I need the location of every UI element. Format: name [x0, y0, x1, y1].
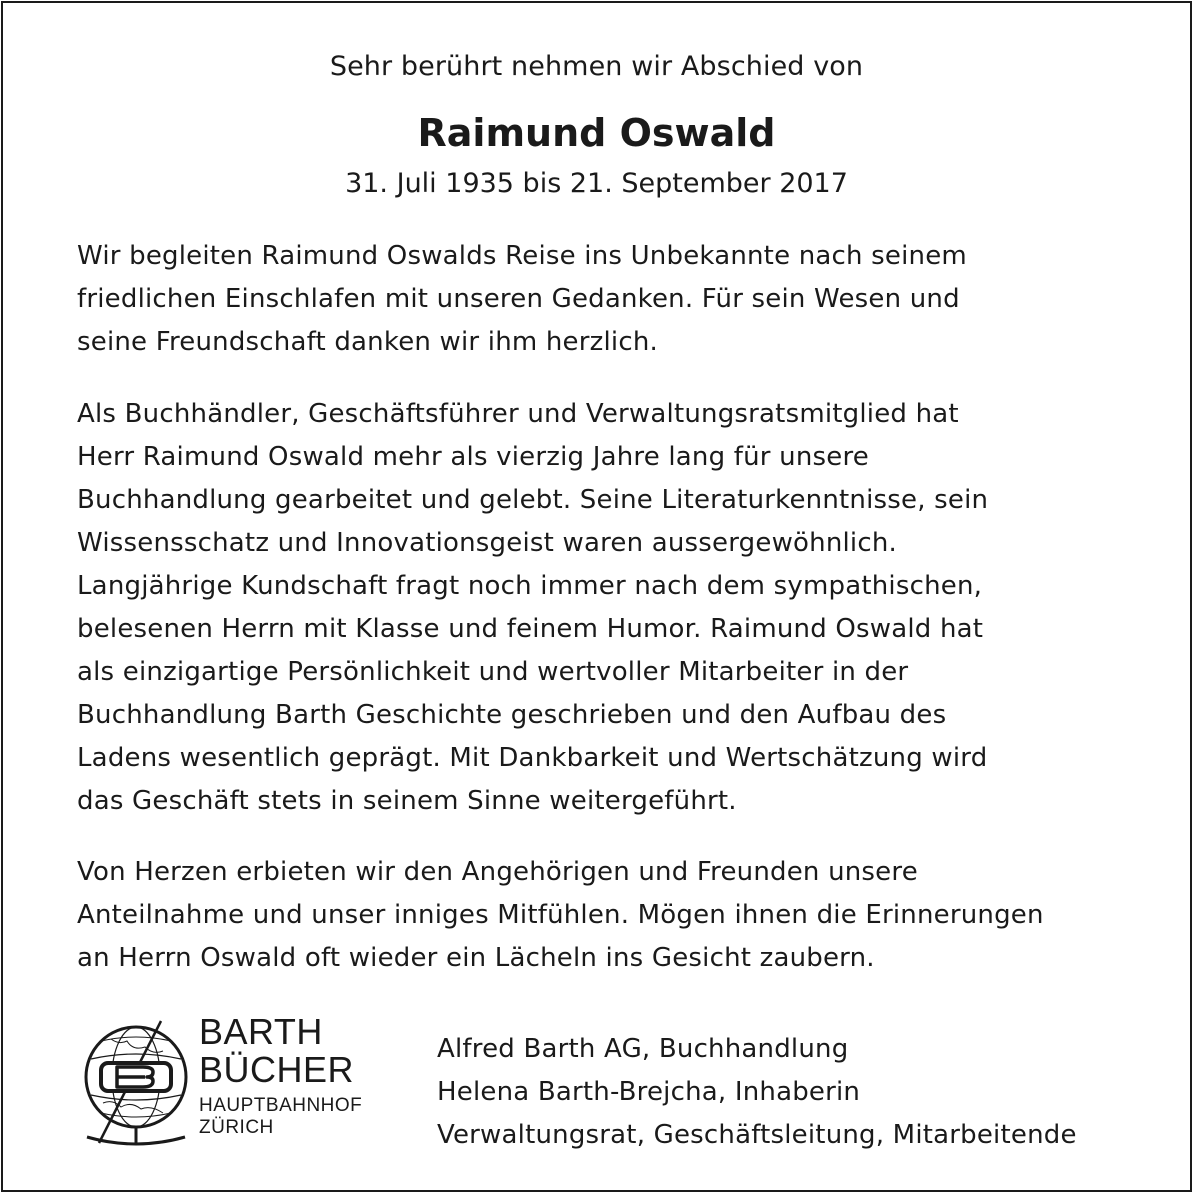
intro-line: Sehr berührt nehmen wir Abschied von	[329, 51, 864, 82]
text-line: Von Herzen erbieten wir den Angehörigen und Freunden unsere	[77, 857, 918, 887]
text-line: Buchhandlung Barth Geschichte geschrieben und den Aufbau des	[77, 700, 947, 730]
text-line: Ladens wesentlich geprägt. Mit Dankbarkeit und Wertschätzung wird	[77, 743, 988, 773]
logo-line-barth: BARTH	[199, 1011, 323, 1052]
globe-b-icon	[81, 1019, 191, 1149]
obituary-notice	[1, 1, 1192, 1192]
text-line: Anteilnahme und unser inniges Mitfühlen. Mögen ihnen die Erinnerungen	[77, 900, 1044, 930]
text-line: friedlichen Einschlafen mit unseren Gedanken. Für sein Wesen und	[77, 284, 960, 314]
text-line: Wissensschatz und Innovationsgeist waren aussergewöhnlich.	[77, 528, 897, 558]
deceased-name: Raimund Oswald	[417, 111, 776, 155]
text-line: seine Freundschaft danken wir ihm herzlich.	[77, 327, 658, 357]
text-line: an Herrn Oswald oft wieder ein Lächeln ins Gesicht zaubern.	[77, 943, 875, 973]
text-line: belesenen Herrn mit Klasse und feinem Humor. Raimund Oswald hat	[77, 614, 984, 644]
text-line: Als Buchhändler, Geschäftsführer und Verwaltungsratsmitglied hat	[77, 399, 959, 429]
barth-buecher-logo	[81, 1011, 421, 1159]
paragraph-condolence	[77, 235, 1137, 364]
text-line: Langjährige Kundschaft fragt noch immer nach dem sympathischen,	[77, 571, 983, 601]
text-line: Herr Raimund Oswald mehr als vierzig Jahre lang für unsere	[77, 442, 869, 472]
logo-wordmark	[199, 1013, 362, 1139]
logo-line-zuerich: ZÜRICH	[199, 1117, 274, 1138]
logo-line-hauptbahnhof: HAUPTBAHNHOF	[199, 1095, 363, 1116]
signoff-staff: Verwaltungsrat, Geschäftsleitung, Mitarbeitende	[437, 1120, 1077, 1150]
signoff-company: Alfred Barth AG, Buchhandlung	[437, 1034, 849, 1064]
logo-line-buecher: BÜCHER	[199, 1049, 355, 1090]
text-line: Buchhandlung gearbeitet und gelebt. Seine Literaturkenntnisse, sein	[77, 485, 989, 515]
paragraph-sympathy	[77, 851, 1137, 980]
life-dates: 31. Juli 1935 bis 21. September 2017	[345, 168, 848, 199]
signoff-block	[437, 1028, 1077, 1157]
text-line: das Geschäft stets in seinem Sinne weitergeführt.	[77, 786, 737, 816]
text-line: Wir begleiten Raimund Oswalds Reise ins Unbekannte nach seinem	[77, 241, 967, 271]
paragraph-career	[77, 393, 1137, 823]
signoff-owner: Helena Barth-Brejcha, Inhaberin	[437, 1077, 861, 1107]
text-line: als einzigartige Persönlichkeit und wertvoller Mitarbeiter in der	[77, 657, 909, 687]
